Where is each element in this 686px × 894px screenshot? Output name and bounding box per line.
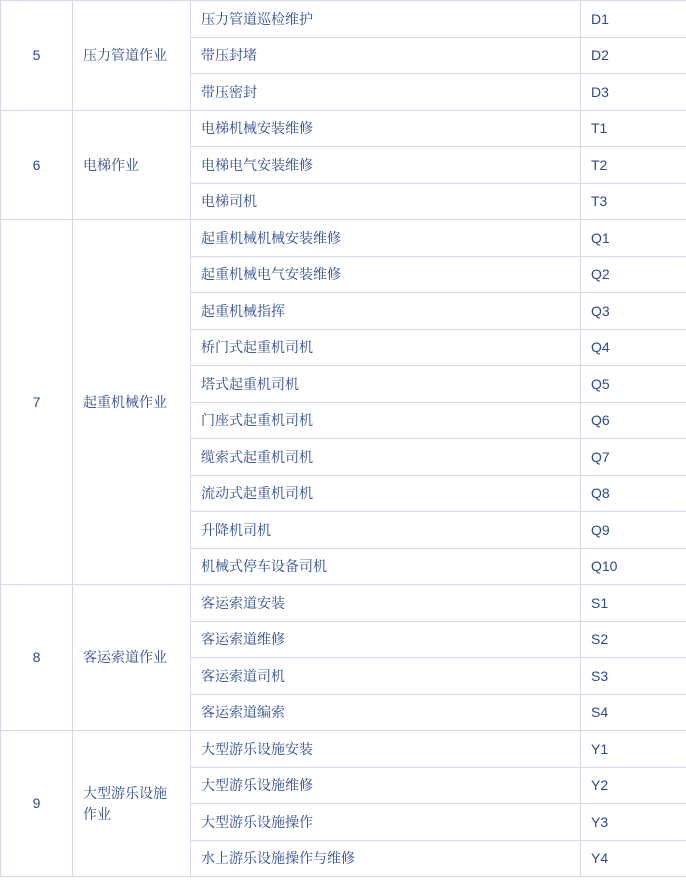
operation-item: 客运索道维修 (191, 621, 581, 658)
table-row (1, 731, 686, 768)
operation-code: Y4 (581, 840, 686, 877)
group-category: 电梯作业 (73, 110, 191, 220)
operation-code: Q2 (581, 256, 686, 293)
group-category: 压力管道作业 (73, 1, 191, 111)
group-index: 6 (1, 110, 73, 220)
operation-code: S1 (581, 585, 686, 622)
operation-code: Q10 (581, 548, 686, 585)
group-index: 5 (1, 1, 73, 111)
operation-code: Q8 (581, 475, 686, 512)
operation-code: Q6 (581, 402, 686, 439)
operation-item: 起重机械机械安装维修 (191, 220, 581, 257)
operation-code: Q7 (581, 439, 686, 476)
operation-code: Q3 (581, 293, 686, 330)
operation-item: 塔式起重机司机 (191, 366, 581, 403)
operation-code: D2 (581, 37, 686, 74)
operation-code: S2 (581, 621, 686, 658)
operation-item: 门座式起重机司机 (191, 402, 581, 439)
group-category: 客运索道作业 (73, 585, 191, 731)
operation-code: D3 (581, 74, 686, 111)
table-row (1, 110, 686, 147)
group-index: 7 (1, 220, 73, 585)
operation-item: 桥门式起重机司机 (191, 329, 581, 366)
operation-item: 水上游乐设施操作与维修 (191, 840, 581, 877)
operation-code: T3 (581, 183, 686, 220)
operation-item: 客运索道编索 (191, 694, 581, 731)
operation-code: T1 (581, 110, 686, 147)
operation-item: 客运索道司机 (191, 658, 581, 695)
operation-code: Q4 (581, 329, 686, 366)
group-index: 8 (1, 585, 73, 731)
operation-item: 升降机司机 (191, 512, 581, 549)
table-body (1, 1, 686, 877)
operation-code: S3 (581, 658, 686, 695)
table-row (1, 220, 686, 257)
operation-code: Y3 (581, 804, 686, 841)
group-category: 起重机械作业 (73, 220, 191, 585)
operation-item: 大型游乐设施操作 (191, 804, 581, 841)
operation-item: 带压密封 (191, 74, 581, 111)
operation-code: Q5 (581, 366, 686, 403)
table-row (1, 1, 686, 38)
operation-code: Y1 (581, 731, 686, 768)
group-index: 9 (1, 731, 73, 877)
operation-item: 电梯机械安装维修 (191, 110, 581, 147)
operation-code: Q9 (581, 512, 686, 549)
operation-item: 起重机械指挥 (191, 293, 581, 330)
operation-item: 压力管道巡检维护 (191, 1, 581, 38)
operation-item: 大型游乐设施维修 (191, 767, 581, 804)
operation-item: 客运索道安装 (191, 585, 581, 622)
operation-item: 带压封堵 (191, 37, 581, 74)
operation-code: Y2 (581, 767, 686, 804)
operation-item: 缆索式起重机司机 (191, 439, 581, 476)
operation-item: 起重机械电气安装维修 (191, 256, 581, 293)
operation-item: 电梯司机 (191, 183, 581, 220)
operation-code: Q1 (581, 220, 686, 257)
operation-item: 电梯电气安装维修 (191, 147, 581, 184)
group-category: 大型游乐设施作业 (73, 731, 191, 877)
operation-item: 机械式停车设备司机 (191, 548, 581, 585)
operation-code: T2 (581, 147, 686, 184)
operation-code: S4 (581, 694, 686, 731)
table-row (1, 585, 686, 622)
operation-code: D1 (581, 1, 686, 38)
operation-item: 大型游乐设施安装 (191, 731, 581, 768)
operation-item: 流动式起重机司机 (191, 475, 581, 512)
